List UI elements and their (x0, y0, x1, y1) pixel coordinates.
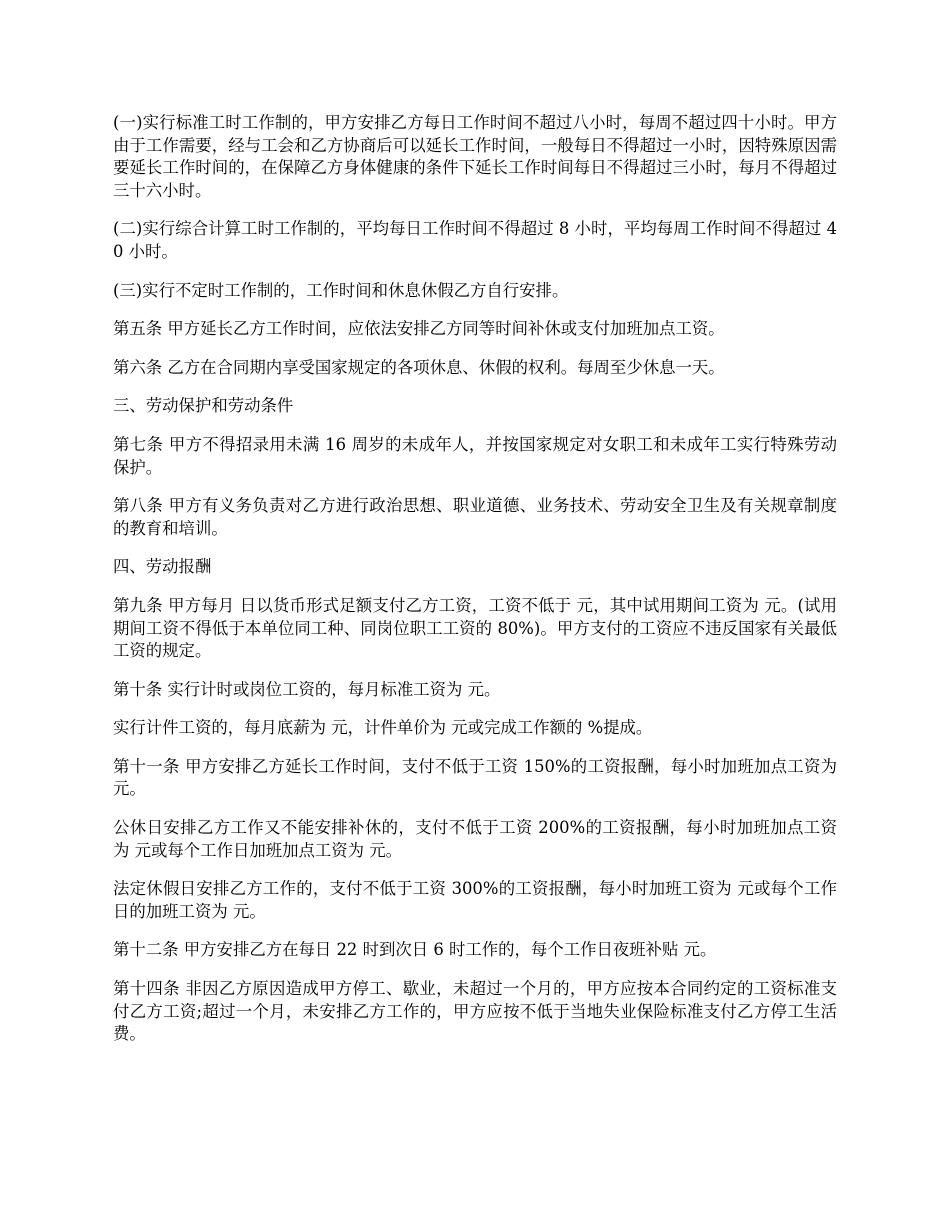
article-6: 第六条 乙方在合同期内享受国家规定的各项休息、休假的权利。每周至少休息一天。 (113, 357, 725, 377)
article-10: 第十条 实行计时或岗位工资的，每月标准工资为 元。 (113, 679, 501, 699)
article-14: 第十四条 非因乙方原因造成甲方停工、歇业，未超过一个月的，甲方应按本合同约定的工资标准支付乙方工资;超过一个月，未安排乙方工作的，甲方应按不低于当地失业保险标准支付乙方停工生活费。 (113, 979, 837, 1044)
paragraph-comprehensive-hours: (二)实行综合计算工时工作制的，平均每日工作时间不得超过 8 小时，平均每周工作时间不得超过 40 小时。 (113, 219, 837, 261)
document-page (113, 112, 837, 1062)
paragraph-flexible-hours: (三)实行不定时工作制的，工作时间和休息休假乙方自行安排。 (113, 280, 569, 300)
article-12: 第十二条 甲方安排乙方在每日 22 时到次日 6 时工作的，每个工作日夜班补贴 元。 (113, 940, 717, 960)
section-heading-remuneration: 四、劳动报酬 (113, 557, 212, 577)
paragraph-piece-rate: 实行计件工资的，每月底薪为 元，计件单价为 元或完成工作额的 %提成。 (113, 718, 653, 738)
article-7: 第七条 甲方不得招录用未满 16 周岁的未成年人，并按国家规定对女职工和未成年工实行特殊劳动保护。 (113, 434, 837, 477)
paragraph-standard-hours: (一)实行标准工时工作制的，甲方安排乙方每日工作时间不超过八小时，每周不超过四十小时。甲方由于工作需要，经与工会和乙方协商后可以延长工作时间，一般每日不得超过一小时，因特殊原因需要延长工作时间的，在保障乙方身体健康的条件下延长工作时间每日不得超过三小时，每月不得超过三十六小时。 (113, 113, 837, 200)
article-9: 第九条 甲方每月 日以货币形式足额支付乙方工资，工资不低于 元，其中试用期间工资为 元。(试用期间工资不得低于本单位同工种、同岗位职工工资的 80%)。甲方支付的工资应不违反国家有关最低工资的规定。 (113, 595, 837, 661)
article-8: 第八条 甲方有义务负责对乙方进行政治思想、职业道德、业务技术、劳动安全卫生及有关规章制度的教育和培训。 (113, 496, 837, 538)
paragraph-rest-day-overtime: 公休日安排乙方工作又不能安排补休的，支付不低于工资 200%的工资报酬，每小时加班加点工资为 元或每个工作日加班加点工资为 元。 (113, 818, 837, 860)
article-11: 第十一条 甲方安排乙方延长工作时间，支付不低于工资 150%的工资报酬，每小时加班加点工资为 元。 (113, 756, 837, 799)
article-5: 第五条 甲方延长乙方工作时间，应依法安排乙方同等时间补休或支付加班加点工资。 (113, 319, 725, 339)
paragraph-holiday-overtime: 法定休假日安排乙方工作的，支付不低于工资 300%的工资报酬，每小时加班工资为 元或每个工作日的加班工资为 元。 (113, 879, 837, 921)
section-heading-labor-protection: 三、劳动保护和劳动条件 (113, 396, 294, 416)
